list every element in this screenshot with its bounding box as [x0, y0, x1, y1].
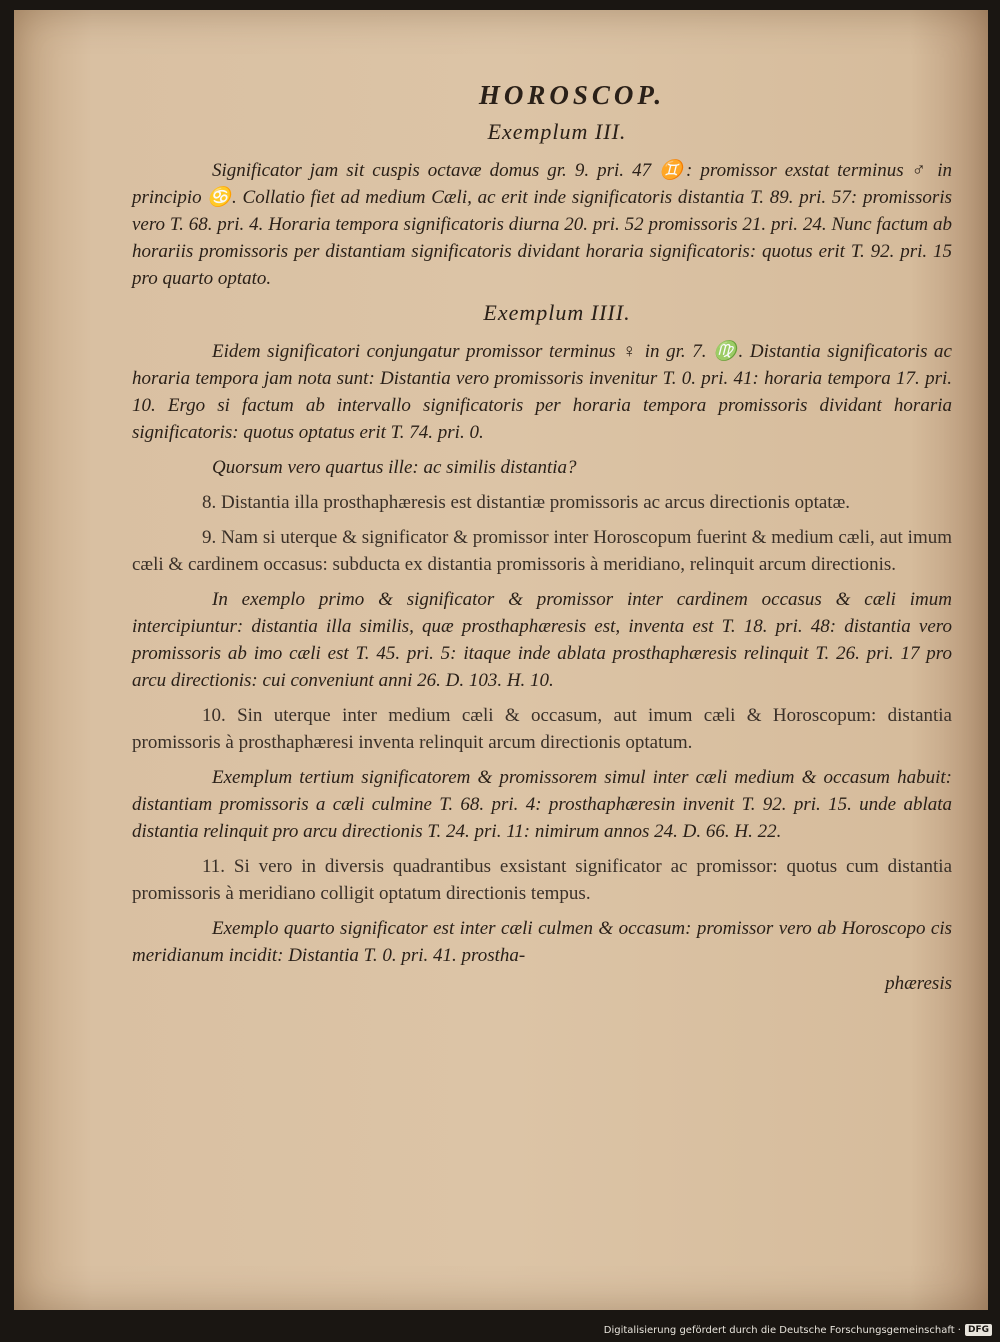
catchword: phæresis — [885, 973, 952, 994]
paragraph: Eidem significatori conjungatur promissor terminus ♀ in gr. 7. ♍. Distantia significatoris ac horaria tempora jam nota sunt: Distantia vero promissoris invenitur T. 0. pri. 41: horaria tempora 17. pri. 10. Ergo si factum ab intervallo significatoris per horaria tempora promissoris dividant horaria significatoris: quotus optatus erit T. 74. pri. 0. — [132, 341, 952, 443]
page-content — [132, 80, 952, 995]
dfg-logo: DFG — [965, 1324, 992, 1336]
paragraph: 11. Si vero in diversis quadrantibus exsistant significator ac promissor: quotus cum distantia promissoris à meridiano colligit optatum directionis tempus. — [132, 856, 952, 904]
section-heading: Exemplum III. — [487, 119, 627, 144]
paragraph: Exemplo quarto significator est inter cæli culmen & occasum: promissor vero ab Horoscopo cis meridianum incidit: Distantia T. 0. pri. 41. prostha- — [132, 918, 952, 966]
paragraph: Exemplum tertium significatorem & promissorem simul inter cæli medium & occasum habuit: distantiam promissoris a cæli culmine T. 68. pri. 4: prosthaphæresin invenit T. 92. pri. 15. unde ablata distantia relinquit pro arcu directionis T. 24. pri. 11: nimirum annos 24. D. 66. H. 22. — [132, 767, 952, 842]
paragraph: In exemplo primo & significator & promissor inter cardinem occasus & cæli imum intercipiuntur: distantia illa similis, quæ prosthaphæresis est, inventa est T. 18. pri. 48: distantia vero promissoris ab imo cæli est T. 45. pri. 5: itaque inde ablata prosthaphæresis relinquit T. 26. pri. 17 pro arcu directionis: cui conveniunt anni 26. D. 103. H. 10. — [132, 589, 952, 691]
paragraph: Significator jam sit cuspis octavæ domus gr. 9. pri. 47 ♊: promissor exstat terminus ♂ in principio ♋. Collatio fiet ad medium Cæli, ac erit inde significatoris distantia T. 89. pri. 57: promissoris vero T. 68. pri. 4. Horaria tempora significatoris diurna 20. pri. 52 promissoris 21. pri. 24. Nunc factum ab horariis promissoris per distantiam significatoris dividant horaria significatoris: quotus erit T. 92. pri. 15 pro quarto optato. — [132, 160, 952, 289]
paragraph: 9. Nam si uterque & significator & promissor inter Horoscopum fuerint & medium cæli, aut imum cæli & cardinem occasus: subducta ex distantia promissoris à meridiano, relinquit arcum directionis. — [132, 527, 952, 575]
paragraph: 8. Distantia illa prosthaphæresis est distantiæ promissoris ac arcus directionis optatæ. — [202, 492, 851, 513]
footer-text: Digitalisierung gefördert durch die Deutsche Forschungsgemeinschaft · — [603, 1324, 961, 1336]
section-heading: Exemplum IIII. — [483, 300, 631, 325]
book-page — [14, 10, 988, 1310]
paragraph: Quorsum vero quartus ille: ac similis distantia? — [212, 457, 577, 478]
digitization-footer — [604, 1324, 992, 1336]
running-head: HOROSCOP. — [478, 80, 666, 110]
paragraph: 10. Sin uterque inter medium cæli & occasum, aut imum cæli & Horoscopum: distantia promissoris à prosthaphæresi inventa relinquit arcum directionis optatum. — [132, 705, 952, 753]
